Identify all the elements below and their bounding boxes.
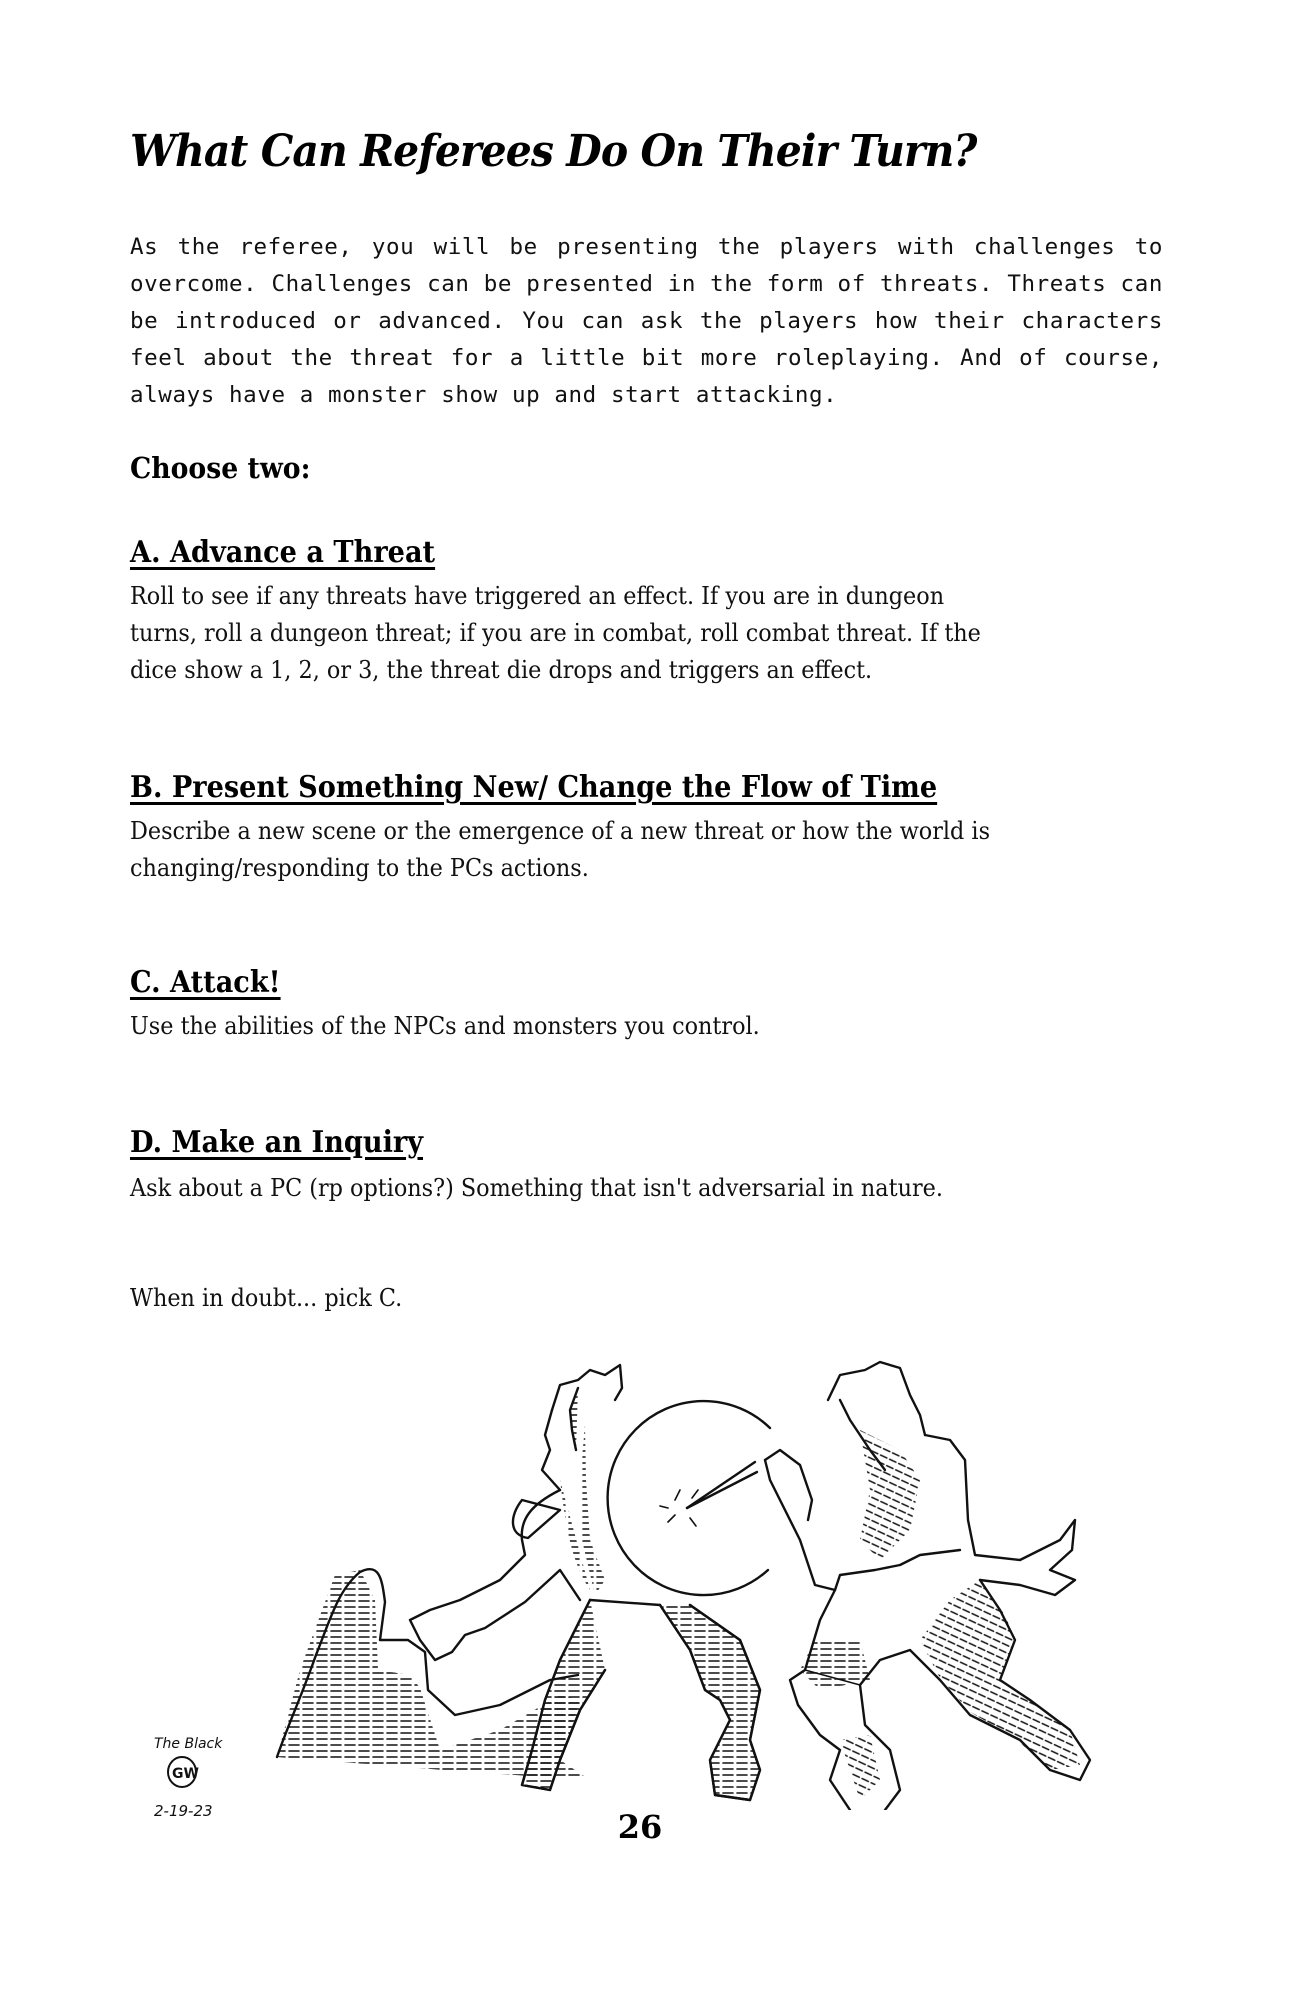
option-c-line: Use the abilities of the NPCs and monsters you control. [130, 1012, 760, 1040]
option-b-body [130, 813, 1055, 887]
artist-signature [150, 1720, 240, 1830]
option-a-line: dice show a 1, 2, or 3, the threat die drops and triggers an effect. [130, 656, 873, 684]
combat-illustration [260, 1340, 1140, 1810]
sword-strike [660, 1462, 757, 1526]
intro-line: overcome. Challenges can be presented in the form of threats. Threats can [130, 271, 1163, 297]
option-d-body [130, 1170, 1004, 1207]
option-a-line: turns, roll a dungeon threat; if you are in combat, roll combat threat. If the [130, 619, 981, 647]
signature-date: 2-19-23 [154, 1802, 213, 1820]
sword-warrior [765, 1362, 1090, 1810]
signature-monogram: GW [172, 1766, 199, 1782]
option-b-heading: B. Present Something New/ Change the Flow of Time [130, 770, 938, 805]
option-a-heading: A. Advance a Threat [130, 535, 436, 570]
option-d-line: Ask about a PC (rp options?) Something that isn't adversarial in nature. [130, 1174, 943, 1202]
option-d-heading: D. Make an Inquiry [130, 1125, 424, 1160]
page-title: What Can Referees Do On Their Turn? [130, 126, 977, 177]
option-c-heading: C. Attack! [130, 965, 281, 1000]
round-shield [560, 1401, 770, 1595]
signature-name: The Black [154, 1736, 223, 1752]
option-c-body [130, 1008, 807, 1045]
intro-line: be introduced or advanced. You can ask the players how their characters [130, 308, 1163, 334]
page-number: 26 [617, 1808, 663, 1846]
choose-two-label: Choose two: [130, 451, 311, 485]
option-b-line: Describe a new scene or the emergence of a new threat or how the world is [130, 817, 991, 845]
intro-line: always have a monster show up and start attacking. [130, 382, 838, 408]
option-b-line: changing/responding to the PCs actions. [130, 854, 589, 882]
option-a-line: Roll to see if any threats have triggered an effect. If you are in dungeon [130, 582, 945, 610]
closing-note: When in doubt... pick C. [130, 1284, 403, 1312]
intro-paragraph [130, 229, 1163, 414]
intro-line: As the referee, you will be presenting the players with challenges to [130, 234, 1163, 260]
intro-line: feel about the threat for a little bit more roleplaying. And of course, [130, 345, 1163, 371]
option-a-body [130, 578, 1045, 689]
